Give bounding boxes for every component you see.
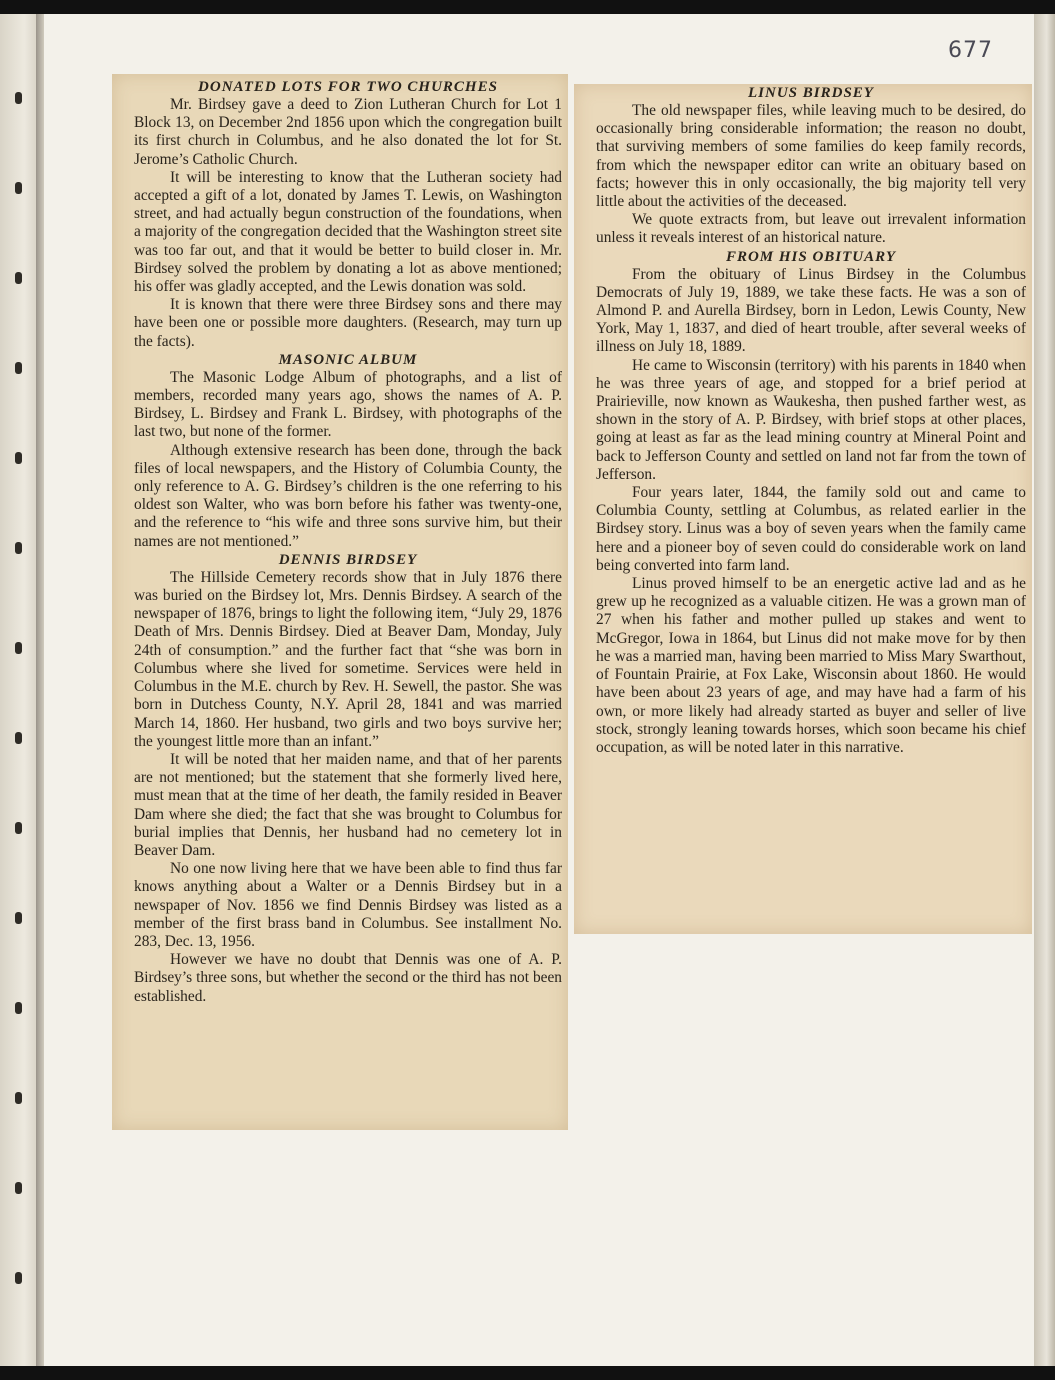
paragraph: It will be noted that her maiden name, and that of her parents are not mentioned; but the statement that she formerly lived here, must mean that at the time of her death, the family resided in Beaver Dam where she died; the fact that she was brought to Columbus for burial implies that Dennis, her husband had no cemetery lot in Beaver Dam. (134, 750, 562, 859)
paragraph: However we have no doubt that Dennis was one of A. P. Birdsey’s three sons, but whether the second or the third has not been established. (134, 951, 562, 1005)
binding-hole (15, 1092, 22, 1104)
paragraph: Four years later, 1844, the family sold out and came to Columbia County, settling at Columbus, as related earlier in the Birdsey story. Linus was a boy of seven years when the family came here and a pioneer boy of seven could do considerable work on land being converted into farm land. (596, 484, 1026, 574)
paragraph: From the obituary of Linus Birdsey in the Columbus Democrats of July 19, 1889, we take these facts. He was a son of Almond P. and Aurella Birdsey, born in Ledon, Lewis County, New York, May 1, 1837, and died of heart trouble, after several weeks of illness on July 18, 1889. (596, 265, 1026, 356)
paragraph: It will be interesting to know that the Lutheran society had accepted a gift of a lot, donated by James T. Lewis, on Washington street, and had actually begun construction of the foundations, when a majority of the congregation decided that the Washington street site was too far out, and that it would be better to build closer in. Mr. Birdsey solved the problem by donating a lot as above mentioned; his offer was gladly accepted, and the Lewis donation was sold. (134, 168, 562, 296)
binding-hole (15, 732, 22, 744)
next-page-edge (1034, 14, 1055, 1366)
paragraph: The Masonic Lodge Album of photographs, and a list of members, recorded many years ago, shows the names of A. P. Birdsey, L. Birdsey and Frank L. Birdsey, with photographs of the last two, but none of the former. (134, 368, 562, 441)
binding-hole (15, 452, 22, 464)
binding-edge (36, 14, 44, 1366)
binding-hole (15, 1002, 22, 1014)
section-heading: LINUS BIRDSEY (748, 85, 874, 101)
binding-hole (15, 182, 22, 194)
paragraph: The Hillside Cemetery records show that in July 1876 there was buried on the Birdsey lot, Mrs. Dennis Birdsey. A search of the newspaper of 1876, brings to light the following item, “July 29, 1876 Death of Mrs. Dennis Birdsey. Died at Beaver Dam, Monday, July 24th of consumption.” and the further fact that “she was born in Columbus where she lived for sometime. Services were held in Columbus in the M.E. church by Rev. H. Sewell, the pastor. She was born in Dutchess County, N.Y. April 28, 1841 and was married March 14, 1860. Her husband, two girls and two boys survive her; the youngest little more than an infant.” (134, 568, 562, 750)
binding-hole (15, 272, 22, 284)
paragraph: He came to Wisconsin (territory) with his parents in 1840 when he was three years of age, and stopped for a brief period at Prairieville, now known as Waukesha, then pushed farther west, as shown in the story of A. P. Birdsey, with brief stops at other places, going at least as far as the lead mining country at Mineral Point and back to Jefferson County and settled on land not far from the town of Jefferson. (596, 356, 1026, 483)
section-heading: FROM HIS OBITUARY (725, 248, 897, 265)
binding-hole (15, 92, 22, 104)
binding-hole (15, 912, 22, 924)
binding-hole (15, 1182, 22, 1194)
binding-hole (15, 822, 22, 834)
page-number: 677 (948, 38, 993, 63)
paragraph: Mr. Birdsey gave a deed to Zion Lutheran Church for Lot 1 Block 13, on December 2nd 1856 upon which the congregation built its first church in Columbus, and he also donated the lot for St. Jerome’s Catholic Church. (134, 96, 562, 168)
section-heading: MASONIC ALBUM (278, 351, 418, 368)
binding-hole (15, 1272, 22, 1284)
section-heading: DONATED LOTS FOR TWO CHURCHES (198, 79, 498, 95)
paragraph: Although extensive research has been done, through the back files of local newspapers, and the History of Columbia County, the only reference to A. G. Birdsey’s children is the one referring to his oldest son Walter, who was born before his father was twenty-one, and the reference to “his wife and three sons survive him, but their names are not mentioned.” (134, 441, 562, 550)
newspaper-clipping-right (574, 84, 1032, 934)
binding-hole (15, 542, 22, 554)
paragraph: The old newspaper files, while leaving much to be desired, do occasionally bring considerable information; the reason no doubt, that surviving members of some families do keep family records, from which the newspaper editor can write an obituary based on facts; however this in only occasionally, the big majority tell very little about the activities of the deceased. (596, 102, 1026, 211)
newspaper-clipping-left (112, 74, 568, 1130)
section-heading: DENNIS BIRDSEY (278, 551, 418, 568)
paragraph: Linus proved himself to be an energetic active lad and as he grew up he recognized as a valuable citizen. He was a grown man of 27 when his father and mother pulled up stakes and went to McGregor, Iowa in 1864, but Linus did not make move for by then he was a married man, having been married to Miss Mary Swarthout, of Fountain Prairie, at Fox Lake, Wisconsin about 1860. He would have been about 23 years of age, and may have had a farm of his own, or more likely had already started as buyer and seller of live stock, strongly leaning towards horses, which soon became his chief occupation, as will be noted later in this narrative. (596, 575, 1026, 756)
binding-hole (15, 362, 22, 374)
paragraph: No one now living here that we have been able to find thus far knows anything about a Walter or a Dennis Birdsey but in a newspaper of Nov. 1856 we find Dennis Birdsey was listed as a member of the first brass band in Columbus. See installment No. 283, Dec. 13, 1956. (134, 860, 562, 950)
paragraph: We quote extracts from, but leave out irrevalent information unless it reveals interest of an historical nature. (596, 211, 1026, 247)
binding-hole (15, 642, 22, 654)
paragraph: It is known that there were three Birdsey sons and there may have been one or possible more daughters. (Research, may turn up the facts). (134, 296, 562, 350)
